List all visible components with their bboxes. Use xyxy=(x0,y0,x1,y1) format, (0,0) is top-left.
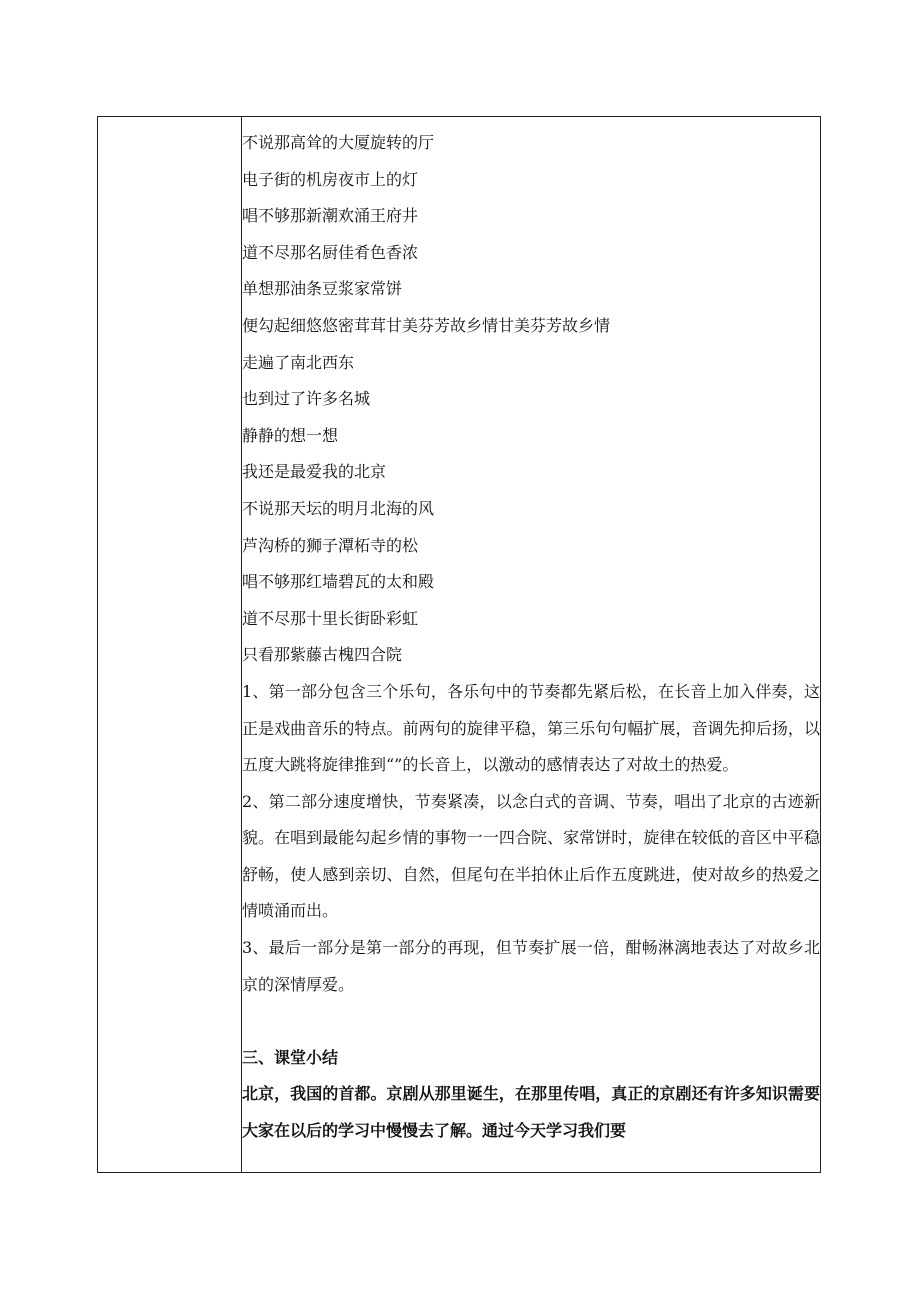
cell-content xyxy=(242,125,820,1150)
lyric-line: 唱不够那红墙碧瓦的太和殿 xyxy=(242,572,435,592)
analysis-paragraph-3: 3、最后一部分是第一部分的再现，但节奏扩展一倍，酣畅淋漓地表达了对故乡北京的深情厚爱。 xyxy=(242,938,820,994)
table-right-cell xyxy=(242,117,820,1172)
lyric-line: 唱不够那新潮欢涌王府井 xyxy=(242,206,419,226)
lesson-table xyxy=(97,116,821,1173)
lyric-line: 单想那油条豆浆家常饼 xyxy=(242,279,403,299)
lyric-line: 走遍了南北西东 xyxy=(242,352,355,372)
lyric-line: 不说那天坛的明月北海的风 xyxy=(242,498,435,518)
analysis-paragraph-1: 1、第一部分包含三个乐句，各乐句中的节奏都先紧后松，在长音上加入伴奏，这正是戏曲音乐的特点。前两句的旋律平稳，第三乐句句幅扩展，音调先抑后扬，以五度大跳将旋律推到“”的长音上，以激动的感情表达了对故土的热爱。 xyxy=(242,681,820,775)
lyric-line: 不说那高耸的大厦旋转的厅 xyxy=(242,133,435,152)
lyric-line: 静静的想一想 xyxy=(242,425,339,445)
summary-text: 北京，我国的首都。京剧从那里诞生，在那里传唱，真正的京剧还有许多知识需要大家在以后的学习中慢慢去了解。通过今天学习我们要 xyxy=(242,1084,820,1141)
analysis-paragraph-2: 2、第二部分速度增快，节奏紧凑，以念白式的音调、节奏，唱出了北京的古迹新貌。在唱到最能勾起乡情的事物一一四合院、家常饼时，旋律在较低的音区中平稳舒畅，使人感到亲切、自然，但尾句在半拍休止后作五度跳进，使对故乡的热爱之情喷涌而出。 xyxy=(242,791,820,921)
lyric-line: 也到过了许多名城 xyxy=(242,389,371,409)
blank-line xyxy=(242,1003,820,1040)
lyric-line: 我还是最爱我的北京 xyxy=(242,462,387,482)
lyric-line: 便勾起细悠悠密茸茸甘美芬芳故乡情甘美芬芳故乡情 xyxy=(242,315,611,335)
lyric-line: 只看那紫藤古槐四合院 xyxy=(242,645,403,665)
table-left-cell xyxy=(98,117,242,1172)
lyric-line: 芦沟桥的狮子潭柘寺的松 xyxy=(242,535,419,555)
lyric-line: 道不尽那十里长街卧彩虹 xyxy=(242,608,419,628)
lyric-line: 电子街的机房夜市上的灯 xyxy=(242,169,419,189)
lyric-line: 道不尽那名厨佳肴色香浓 xyxy=(242,242,419,262)
summary-heading: 三、课堂小结 xyxy=(242,1047,339,1067)
